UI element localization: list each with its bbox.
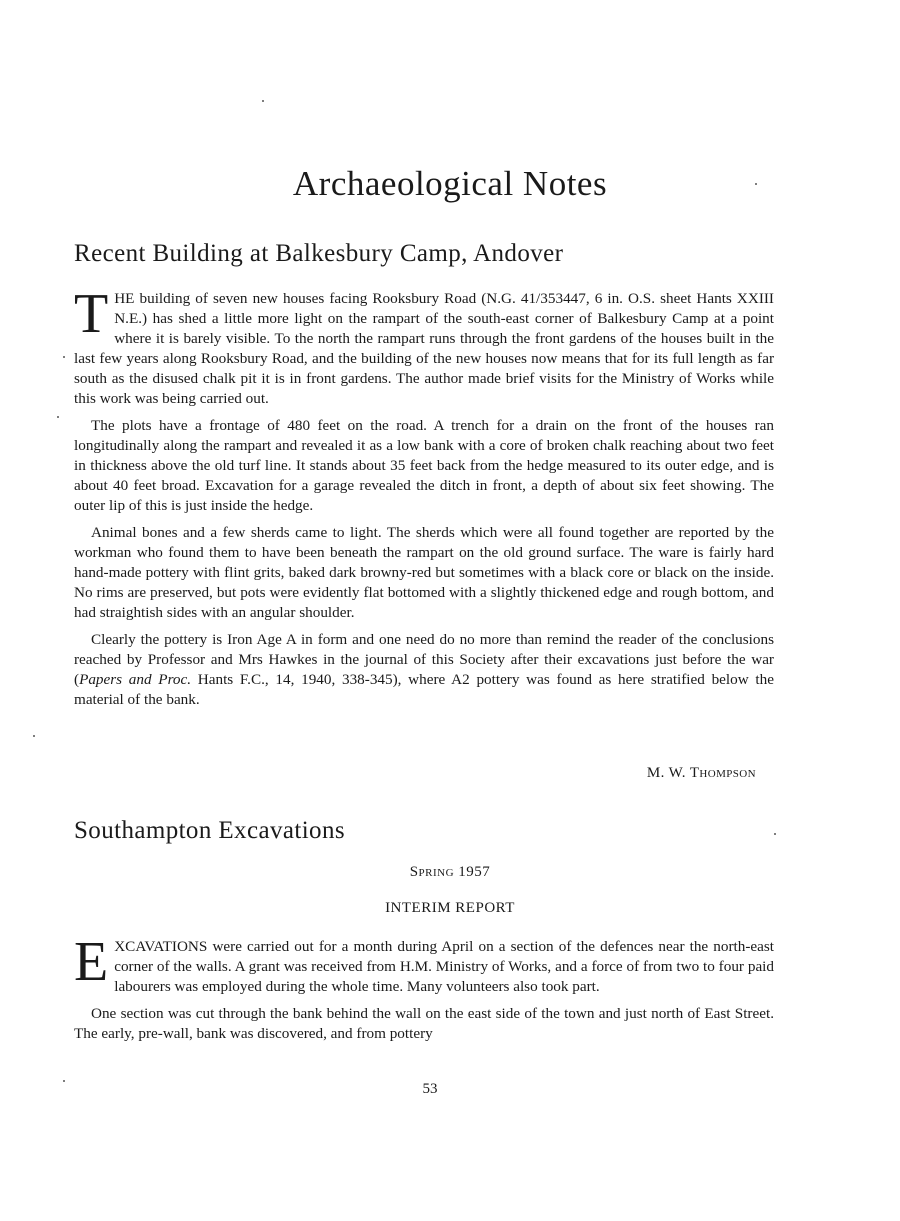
scan-speck bbox=[63, 356, 65, 358]
scan-speck bbox=[774, 833, 776, 835]
page-number: 53 bbox=[422, 1081, 438, 1097]
section-heading-southampton: Southampton Excavations bbox=[74, 817, 345, 844]
report-label: INTERIM REPORT bbox=[385, 900, 515, 916]
paragraph-text: Clearly the pottery is Iron Age A in form and one need do no more than remind the reader of the conclusions reached by Professor and Mrs Hawkes in the journal of this Society after their excavations just before the war ( bbox=[74, 631, 774, 688]
scan-speck bbox=[63, 1080, 65, 1082]
paragraph-text: HE building of seven new houses facing Rooksbury Road (N.G. 41/353447, 6 in. O.S. sheet Hants XXIII N.E.) has shed a little more light on the rampart of the south-east corner of Balkesbury Camp at a point where it is barely visible. To the north the rampart runs through the front gardens of the houses built in the last few years along Rooksbury Road, and the building of the new houses now means that for its full length as far south as the disused chalk pit it is in front gardens. The author made brief visits for the Ministry of Works while this work was being carried out. bbox=[74, 290, 774, 407]
scan-speck bbox=[755, 183, 757, 185]
paragraph-text: XCAVATIONS were carried out for a month during April on a section of the defences near the north-east corner of the walls. A grant was received from H.M. Ministry of Works, and a force of from two to four paid labourers was employed during the whole time. Many volunteers also took part. bbox=[114, 938, 774, 995]
paragraph bbox=[74, 931, 774, 997]
scan-speck bbox=[33, 735, 35, 737]
section-body-balkesbury bbox=[74, 283, 774, 717]
journal-title: Papers and Proc. bbox=[79, 671, 192, 688]
drop-cap: E bbox=[74, 931, 109, 993]
paragraph: Animal bones and a few sherds came to light. The sherds which were all found together are reported by the workman who found them to have been beneath the rampart on the old ground surface. The ware is fairly hard hand-made pottery with flint grits, baked dark browny-red but sometimes with a black core or black on the inside. No rims are preserved, but pots were evidently flat bottomed with a slightly thickened edge and rough bottom, and had straightish sides with an angular shoulder. bbox=[74, 524, 774, 621]
paragraph: One section was cut through the bank behind the wall on the east side of the town and just north of East Street. The early, pre-wall, bank was discovered, and from pottery bbox=[74, 1005, 774, 1042]
section-heading-balkesbury: Recent Building at Balkesbury Camp, Andover bbox=[74, 240, 564, 267]
drop-cap: T bbox=[74, 283, 109, 345]
paragraph-text: Hants F.C., 14, 1940, 338-345), where A2 pottery was found as here stratified below the material of the bank. bbox=[74, 671, 774, 708]
paragraph bbox=[74, 283, 774, 409]
season-label: Spring 1957 bbox=[409, 864, 491, 880]
scan-speck bbox=[57, 416, 59, 418]
section-body-southampton bbox=[74, 931, 774, 1051]
paragraph bbox=[74, 630, 774, 710]
paragraph: The plots have a frontage of 480 feet on the road. A trench for a drain on the front of the houses ran longitudinally along the rampart and revealed it as a low bank with a core of broken chalk reaching about two feet in thickness above the old turf line. It stands about 35 feet back from the hedge measured to its outer edge, and is about 40 feet broad. Excavation for a garage revealed the ditch in front, a depth of about six feet showing. The outer lip of this is just inside the hedge. bbox=[74, 417, 774, 514]
scan-speck bbox=[262, 100, 264, 102]
author-signature: M. W. Thompson bbox=[646, 765, 756, 781]
page-title: Archaeological Notes bbox=[292, 164, 608, 203]
